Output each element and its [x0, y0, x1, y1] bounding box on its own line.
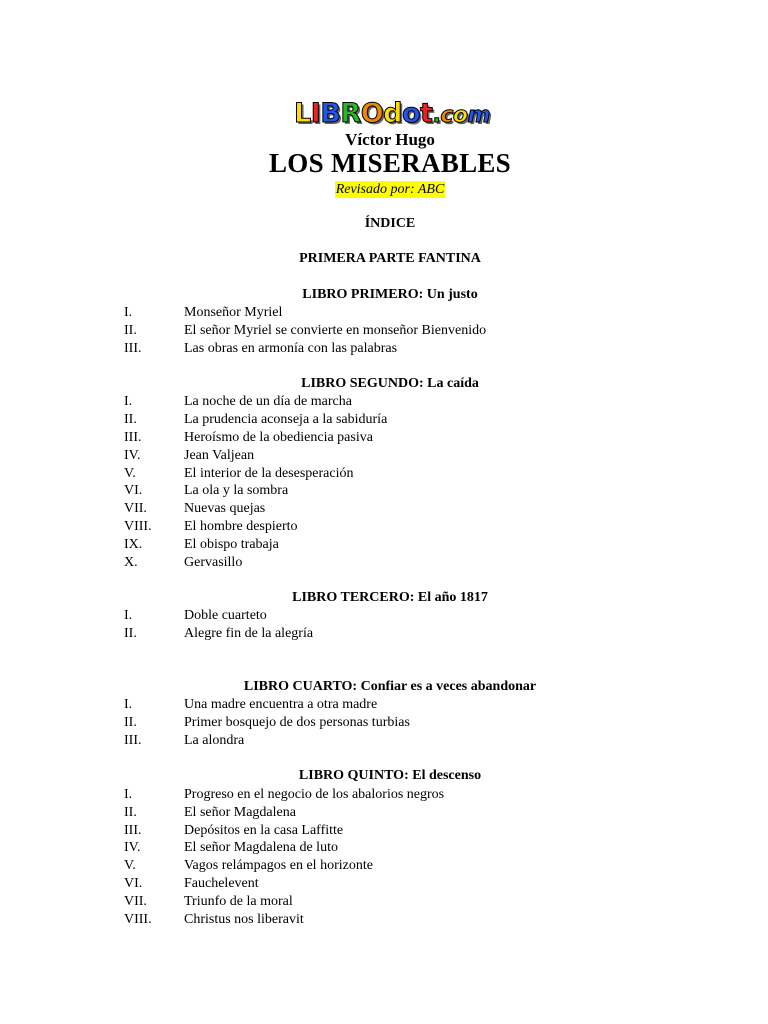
chapter-entry	[124, 804, 296, 822]
chapter-title: El interior de la desesperación	[184, 466, 354, 481]
book-heading: LIBRO SEGUNDO: La caída	[301, 376, 479, 391]
chapter-title: El señor Magdalena de luto	[184, 840, 338, 855]
chapter-number: I.	[124, 305, 133, 320]
chapter-title: Monseñor Myriel	[184, 305, 283, 320]
chapter-title: La prudencia aconseja a la sabiduría	[184, 412, 388, 427]
chapter-entry	[124, 500, 265, 518]
chapter-number: III.	[124, 430, 142, 445]
book-heading: LIBRO QUINTO: El descenso	[298, 768, 482, 783]
logo-letter: .	[432, 103, 441, 128]
logo-letter: R	[340, 98, 361, 129]
book-heading: LIBRO CUARTO: Confiar es a veces abandonar	[243, 679, 537, 694]
logo-letter: B	[320, 98, 341, 129]
chapter-entry	[124, 554, 242, 572]
chapter-title: Doble cuarteto	[184, 608, 267, 623]
chapter-number: II.	[124, 626, 137, 641]
chapter-title: Una madre encuentra a otra madre	[184, 697, 378, 712]
logo-letter: d	[383, 98, 402, 129]
chapter-title: Primer bosquejo de dos personas turbias	[184, 715, 410, 730]
book-heading: LIBRO TERCERO: El año 1817	[292, 590, 488, 605]
chapter-title: El señor Magdalena	[184, 805, 296, 820]
index-heading: ÍNDICE	[364, 216, 416, 231]
chapter-number: II.	[124, 412, 137, 427]
chapter-title: Heroísmo de la obediencia pasiva	[184, 430, 373, 445]
chapter-entry	[124, 732, 244, 750]
chapter-number: IX.	[124, 537, 143, 552]
chapter-number: VII.	[124, 501, 147, 516]
chapter-entry	[124, 714, 410, 732]
chapter-number: VII.	[124, 894, 147, 909]
chapter-title: Las obras en armonía con las palabras	[184, 341, 398, 356]
chapter-title: Alegre fin de la alegría	[184, 626, 314, 641]
chapter-entry	[124, 322, 486, 340]
chapter-number: III.	[124, 823, 142, 838]
chapter-title: Jean Valjean	[184, 448, 255, 463]
chapter-entry	[124, 607, 267, 625]
book-heading: LIBRO PRIMERO: Un justo	[302, 287, 478, 302]
chapter-entry	[124, 536, 279, 554]
chapter-title: Fauchelevent	[184, 876, 259, 891]
chapter-number: V.	[124, 466, 136, 481]
librodot-logo	[0, 98, 768, 132]
logo-letter: I	[310, 98, 321, 129]
chapter-number: III.	[124, 341, 142, 356]
chapter-number: VI.	[124, 483, 143, 498]
chapter-title: Depósitos en la casa Laffitte	[184, 823, 344, 838]
chapter-entry	[124, 447, 254, 465]
chapter-title: Vagos relámpagos en el horizonte	[184, 858, 373, 873]
chapter-title: El hombre despierto	[184, 519, 298, 534]
chapter-title: Christus nos liberavit	[184, 912, 304, 927]
chapter-number: V.	[124, 858, 136, 873]
chapter-number: I.	[124, 394, 133, 409]
logo-letter: o	[401, 98, 421, 129]
logo-letter: o	[452, 103, 468, 128]
chapter-entry	[124, 429, 373, 447]
chapter-title: Nuevas quejas	[184, 501, 266, 516]
logo-letter: m	[467, 103, 490, 128]
chapter-title: El obispo trabaja	[184, 537, 279, 552]
book-title: LOS MISERABLES	[268, 148, 512, 178]
chapter-entry	[124, 340, 397, 358]
logo-letter: L	[294, 98, 311, 129]
chapter-entry	[124, 304, 282, 322]
chapter-entry	[124, 482, 288, 500]
chapter-number: III.	[124, 733, 142, 748]
chapter-entry	[124, 822, 343, 840]
chapter-number: X.	[124, 555, 138, 570]
chapter-entry	[124, 465, 353, 483]
chapter-title: La ola y la sombra	[184, 483, 289, 498]
reviewed-line	[0, 180, 768, 198]
chapter-entry	[124, 411, 387, 429]
chapter-number: IV.	[124, 840, 141, 855]
chapter-title: Gervasillo	[184, 555, 243, 570]
chapter-number: VIII.	[124, 519, 152, 534]
chapter-entry	[124, 893, 293, 911]
chapter-entry	[124, 786, 444, 804]
chapter-entry	[124, 839, 338, 857]
chapter-title: Progreso en el negocio de los abalorios negros	[184, 787, 445, 802]
part-heading: PRIMERA PARTE FANTINA	[299, 251, 481, 266]
logo-letter: O	[360, 98, 384, 129]
chapter-number: VI.	[124, 876, 143, 891]
logo-letter: t	[420, 98, 433, 129]
chapter-title: La alondra	[184, 733, 245, 748]
chapter-number: II.	[124, 805, 137, 820]
chapter-number: II.	[124, 715, 137, 730]
chapter-number: VIII.	[124, 912, 152, 927]
reviewed-by-highlight: Revisado por: ABC	[335, 182, 445, 197]
chapter-entry	[124, 625, 313, 643]
chapter-title: El señor Myriel se convierte en monseñor Bienvenido	[184, 323, 487, 338]
chapter-number: I.	[124, 697, 133, 712]
chapter-title: Triunfo de la moral	[184, 894, 293, 909]
chapter-entry	[124, 911, 304, 929]
chapter-entry	[124, 393, 352, 411]
author-name: Víctor Hugo	[345, 130, 435, 149]
chapter-number: IV.	[124, 448, 141, 463]
chapter-entry	[124, 696, 377, 714]
chapter-entry	[124, 518, 298, 536]
chapter-number: I.	[124, 608, 133, 623]
chapter-entry	[124, 875, 259, 893]
chapter-title: La noche de un día de marcha	[184, 394, 352, 409]
chapter-number: I.	[124, 787, 133, 802]
chapter-entry	[124, 857, 373, 875]
chapter-number: II.	[124, 323, 137, 338]
logo-letter: c	[440, 103, 453, 128]
